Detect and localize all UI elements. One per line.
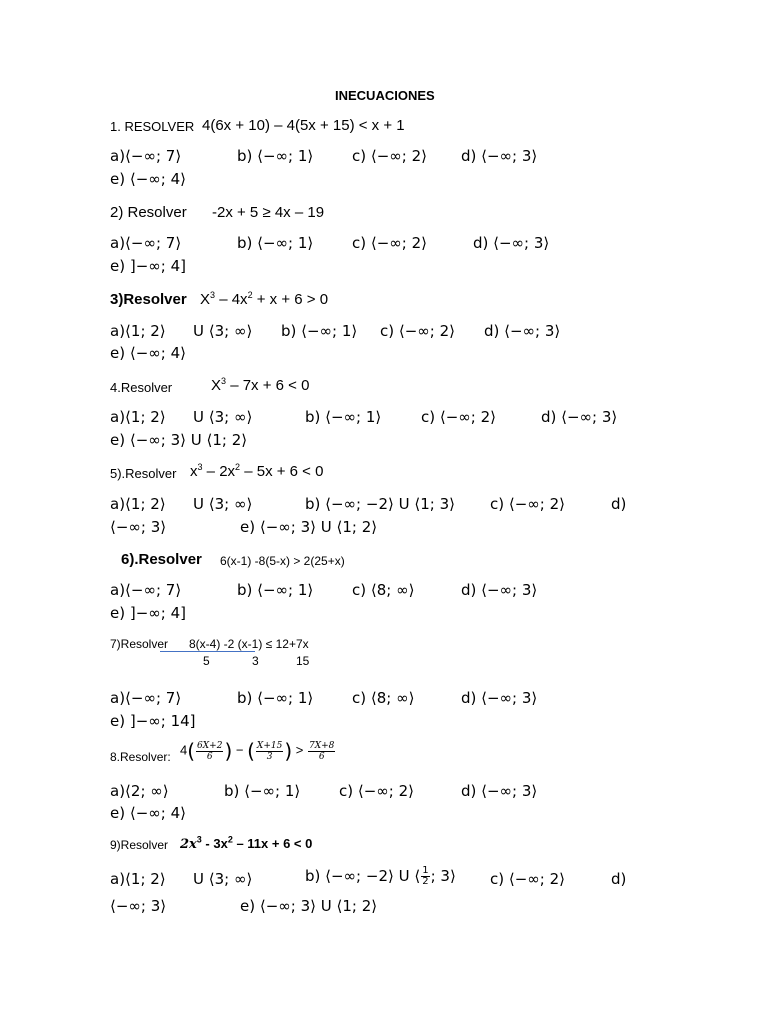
q9-expression: $2x^3 - 3x^2 - 11x + 6 < 0$	[180, 834, 313, 852]
q8-expression: 4( $\frac{6X+2}{6}$ ) − ( $\frac{X+15}{3}$ ) > $\frac{7X+8}{6}$	[180, 739, 335, 763]
q3-option-e: e) ⟨−∞; 4⟩	[110, 344, 186, 362]
q7-denominator-2: 3	[252, 654, 259, 668]
q3-option-a: a)⟨1; 2⟩	[110, 322, 166, 340]
q3-option-a-union: U ⟨3; ∞⟩	[193, 322, 253, 340]
q5-option-e: e) ⟨−∞; 3⟩ U ⟨1; 2⟩	[240, 518, 378, 536]
q2-option-e: e) ]−∞; 4]	[110, 257, 186, 275]
q9-option-d-value: ⟨−∞; 3⟩	[110, 897, 167, 915]
page-title: INECUACIONES	[335, 88, 435, 103]
q6-option-c: c) ⟨8; ∞⟩	[352, 581, 415, 599]
q3-option-b: b) ⟨−∞; 1⟩	[281, 322, 358, 340]
q7-option-b: b) ⟨−∞; 1⟩	[237, 689, 314, 707]
q2-option-d: d) ⟨−∞; 3⟩	[473, 234, 550, 252]
q7-underline	[160, 651, 255, 652]
q3-option-d: d) ⟨−∞; 3⟩	[484, 322, 561, 340]
q7-expression: 8(x-4) -2 (x-1) ≤ 12+7x	[189, 637, 309, 651]
q5-option-d: d)	[611, 495, 627, 513]
q5-option-b: b) ⟨−∞; −2⟩ U ⟨1; 3⟩	[305, 495, 455, 513]
q5-option-a: a)⟨1; 2⟩	[110, 495, 166, 513]
q4-expression: $X^3 - 7x + 6 < 0$	[211, 376, 310, 394]
q7-label: 7)Resolver	[110, 637, 169, 651]
q7-option-e: e) ]−∞; 14]	[110, 712, 196, 730]
q9-option-b: b) ⟨−∞; −2⟩ U ⟨ $\frac{1}{2}$ ; 3⟩	[305, 865, 456, 887]
q1-option-e: e) ⟨−∞; 4⟩	[110, 170, 186, 188]
q1-option-b: b) ⟨−∞; 1⟩	[237, 147, 314, 165]
q9-option-e: e) ⟨−∞; 3⟩ U ⟨1; 2⟩	[240, 897, 378, 915]
q7-denominator-3: 15	[296, 654, 310, 668]
q1-option-a: a)⟨−∞; 7⟩	[110, 147, 182, 165]
q2-expression: -2x + 5 ≥ 4x – 19	[212, 204, 325, 221]
q6-option-e: e) ]−∞; 4]	[110, 604, 186, 622]
q9-option-d: d)	[611, 870, 627, 888]
q8-option-d: d) ⟨−∞; 3⟩	[461, 782, 538, 800]
q6-expression: 6(x-1) -8(5-x) > 2(25+x)	[220, 554, 345, 568]
q8-option-c: c) ⟨−∞; 2⟩	[339, 782, 414, 800]
q1-label: 1. RESOLVER	[110, 119, 195, 134]
q8-option-b: b) ⟨−∞; 1⟩	[224, 782, 301, 800]
q6-option-d: d) ⟨−∞; 3⟩	[461, 581, 538, 599]
q4-option-e: e) ⟨−∞; 3⟩ U ⟨1; 2⟩	[110, 431, 248, 449]
q4-option-a-union: U ⟨3; ∞⟩	[193, 408, 253, 426]
q3-option-c: c) ⟨−∞; 2⟩	[380, 322, 455, 340]
q4-option-b: b) ⟨−∞; 1⟩	[305, 408, 382, 426]
q2-option-b: b) ⟨−∞; 1⟩	[237, 234, 314, 252]
q8-option-e: e) ⟨−∞; 4⟩	[110, 804, 186, 822]
q4-label: 4.Resolver	[110, 380, 173, 395]
q9-label: 9)Resolver	[110, 838, 169, 852]
q5-option-c: c) ⟨−∞; 2⟩	[490, 495, 565, 513]
q6-option-b: b) ⟨−∞; 1⟩	[237, 581, 314, 599]
q8-label: 8.Resolver:	[110, 750, 171, 764]
q7-option-c: c) ⟨8; ∞⟩	[352, 689, 415, 707]
q9-option-a-union: U ⟨3; ∞⟩	[193, 870, 253, 888]
q1-option-c: c) ⟨−∞; 2⟩	[352, 147, 427, 165]
q4-option-c: c) ⟨−∞; 2⟩	[421, 408, 496, 426]
q2-label: 2) Resolver	[110, 204, 187, 221]
q5-label: 5).Resolver	[110, 466, 177, 481]
q2-option-c: c) ⟨−∞; 2⟩	[352, 234, 427, 252]
q9-option-c: c) ⟨−∞; 2⟩	[490, 870, 565, 888]
q5-expression: $x^3 - 2x^2 - 5x + 6 < 0$	[190, 462, 324, 480]
q3-expression: $X^3 - 4x^2 + x + 6 > 0$	[200, 290, 329, 308]
q7-denominator-1: 5	[203, 654, 210, 668]
q3-label: 3)Resolver	[110, 291, 187, 308]
q2-option-a: a)⟨−∞; 7⟩	[110, 234, 182, 252]
q9-option-a: a)⟨1; 2⟩	[110, 870, 166, 888]
q4-option-d: d) ⟨−∞; 3⟩	[541, 408, 618, 426]
q8-option-a: a)⟨2; ∞⟩	[110, 782, 169, 800]
q4-option-a: a)⟨1; 2⟩	[110, 408, 166, 426]
q1-option-d: d) ⟨−∞; 3⟩	[461, 147, 538, 165]
q5-option-a-union: U ⟨3; ∞⟩	[193, 495, 253, 513]
q6-option-a: a)⟨−∞; 7⟩	[110, 581, 182, 599]
q5-option-d-value: ⟨−∞; 3⟩	[110, 518, 167, 536]
q7-option-d: d) ⟨−∞; 3⟩	[461, 689, 538, 707]
q6-label: 6).Resolver	[121, 551, 202, 568]
q7-option-a: a)⟨−∞; 7⟩	[110, 689, 182, 707]
q1-expression: 4(6x + 10) – 4(5x + 15) < x + 1	[202, 117, 405, 134]
